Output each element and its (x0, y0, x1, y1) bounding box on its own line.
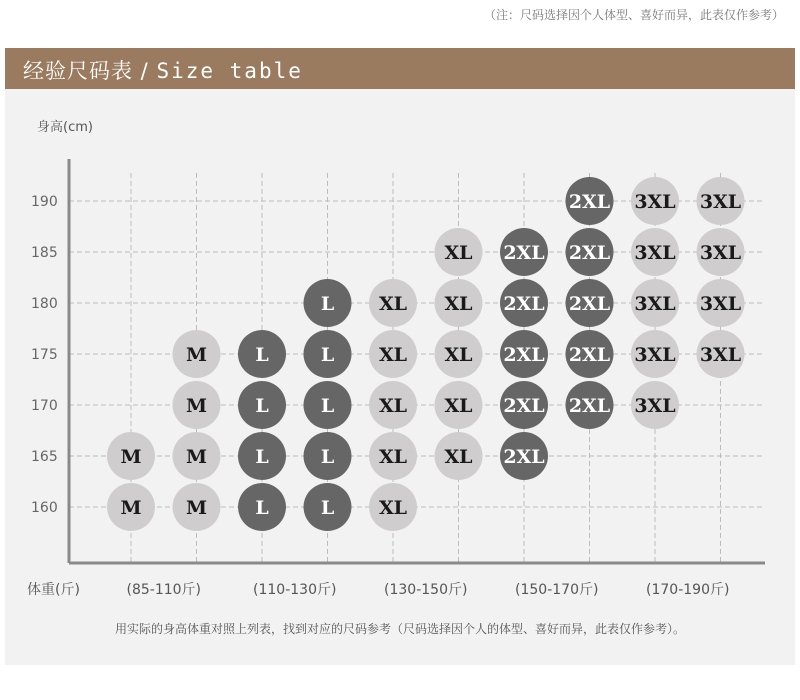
size-label: M (185, 344, 208, 366)
size-label: 3XL (634, 395, 676, 417)
size-label: L (320, 395, 335, 417)
title-bar (5, 48, 795, 89)
size-label: 3XL (634, 242, 676, 264)
size-label: 3XL (634, 293, 676, 315)
chart-panel (5, 89, 795, 665)
page-title (23, 55, 303, 85)
y-tick-label: 180 (31, 296, 58, 312)
size-label: L (320, 293, 335, 315)
size-label: 2XL (568, 395, 611, 417)
size-label: XL (444, 446, 473, 468)
size-label: L (255, 344, 269, 366)
x-category-label: (170-190斤) (646, 582, 730, 598)
size-label: M (185, 446, 208, 468)
size-chart (5, 89, 795, 665)
size-label: 3XL (634, 344, 676, 366)
y-axis-label: 身高(cm) (37, 120, 93, 135)
size-label: M (120, 497, 142, 519)
footer-note: 用实际的身高体重对照上列表，找到对应的尺码参考（尺码选择因个人的体型、喜好而异，此表仅作参考）。 (114, 622, 685, 636)
x-category-label: (85-110斤) (126, 582, 202, 598)
size-label: L (255, 395, 269, 417)
size-label: M (120, 446, 142, 468)
size-label: 2XL (503, 242, 545, 264)
x-category-label: (110-130斤) (253, 582, 337, 598)
size-label: 2XL (568, 242, 611, 264)
size-label: M (185, 497, 208, 519)
size-label: XL (378, 344, 408, 366)
size-label: 2XL (568, 293, 611, 315)
size-label: XL (378, 293, 408, 315)
size-label: 3XL (699, 344, 742, 366)
x-category-label: (150-170斤) (515, 582, 599, 598)
y-tick-label: 170 (31, 398, 58, 414)
size-label: 2XL (503, 293, 545, 315)
reference-note: （注：尺码选择因个人体型、喜好而异，此表仅作参考） (483, 8, 784, 22)
y-tick-label: 175 (31, 347, 58, 363)
title-zh: 经验尺码表 (23, 59, 133, 83)
title-en: Size table (156, 59, 303, 83)
size-label: L (255, 446, 269, 468)
y-tick-label: 185 (31, 245, 58, 261)
y-tick-label: 165 (31, 449, 58, 465)
title-separator: / (133, 59, 157, 83)
size-label: M (185, 395, 208, 417)
size-label: 2XL (503, 395, 545, 417)
size-label: 2XL (503, 446, 545, 468)
size-label: XL (378, 395, 408, 417)
size-label: L (255, 497, 269, 519)
size-label: 3XL (699, 191, 742, 213)
size-label: 3XL (634, 191, 676, 213)
size-label: 2XL (568, 344, 611, 366)
size-label: L (320, 344, 335, 366)
size-label: 2XL (568, 191, 611, 213)
size-label: XL (444, 344, 473, 366)
size-label: 3XL (699, 293, 742, 315)
x-axis-label: 体重(斤) (27, 582, 80, 598)
x-category-label: (130-150斤) (384, 582, 468, 598)
y-tick-label: 190 (31, 194, 58, 210)
size-label: L (320, 497, 335, 519)
size-label: L (320, 446, 335, 468)
size-label: XL (444, 242, 473, 264)
size-label: 3XL (699, 242, 742, 264)
y-tick-label: 160 (31, 500, 58, 516)
size-label: XL (378, 446, 408, 468)
size-label: XL (444, 395, 473, 417)
size-label: XL (378, 497, 408, 519)
size-label: 2XL (503, 344, 545, 366)
size-label: XL (444, 293, 473, 315)
